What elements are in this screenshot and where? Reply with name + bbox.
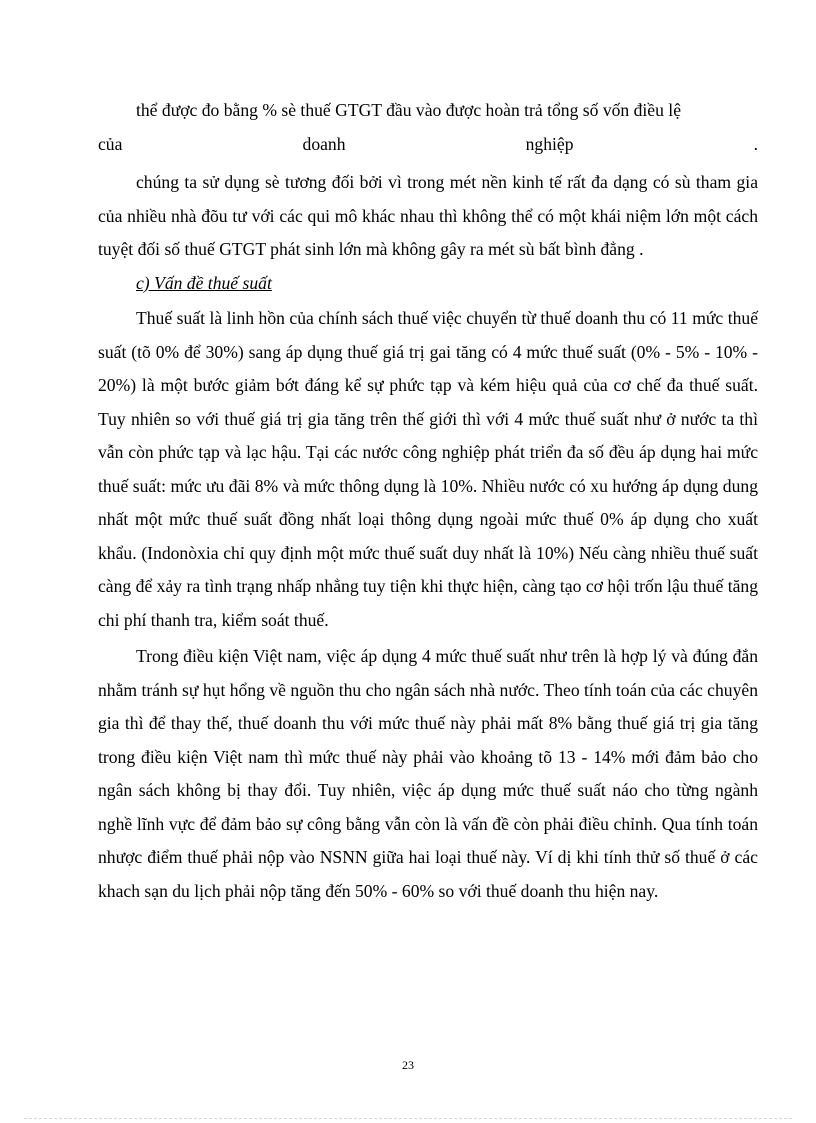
paragraph-continued-last-line <box>98 128 758 162</box>
section-heading: c) Vấn đề thuế suất <box>136 272 272 293</box>
page-bottom-divider <box>24 1118 792 1119</box>
page-number: 23 <box>402 1058 414 1072</box>
word-cua: của <box>98 133 123 154</box>
word-doanh: doanh <box>302 133 346 154</box>
word-nghiep: nghiệp <box>525 133 574 154</box>
paragraph-continued-first-line: thể được đo bằng % sè thuế GTGT đầu vào được hoàn trả tổng số vốn điều lệ <box>136 100 682 120</box>
paragraph-tax-rate: Thuế suất là linh hồn của chính sách thuế việc chuyển từ thuế doanh thu có 11 mức thuế suất (tõ 0% để 30%) sang áp dụng thuế giá trị gai tăng có 4 mức thuế suất (0% - 5% - 10% - 20%) là một bước giảm bớt đáng kể sự phức tạp và kém hiệu quả của cơ chế đa thuế suất. Tuy nhiên so với thuế giá trị gia tăng trên thế giới thì với 4 mức thuế suất như ở nước ta thì vẫn còn phức tạp và lạc hậu. Tại các nước công nghiệp phát triển đa số đều áp dụng hai mức thuế suất: mức ưu đãi 8% và mức thông dụng là 10%. Nhiều nước có xu hướng áp dụng dung nhất một mức thuế suất đồng nhất loại thông dụng ngoài mức thuế 0% áp dụng cho xuất khẩu. (Indonòxia chỉ quy định một mức thuế suất duy nhất là 10%) Nếu càng nhiều thuế suất càng để xảy ra tình trạng nhấp nhẳng tuy tiện khi thực hiện, càng tạo cơ hội trốn lậu thuế tăng chi phí thanh tra, kiểm soát thuế. <box>98 308 758 630</box>
word-period: . <box>753 133 758 154</box>
paragraph-relative-measure: chúng ta sử dụng sè tương đối bởi vì trong mét nền kinh tế rất đa dạng có sù tham gia của nhiều nhà đõu tư với các qui mô khác nhau thì không thể có một khái niệm lớn một cách tuyệt đối số thuế GTGT phát sinh lớn mà không gây ra mét sù bất bình đẳng . <box>98 172 758 259</box>
paragraph-vietnam-conditions: Trong điều kiện Việt nam, việc áp dụng 4 mức thuế suất như trên là hợp lý và đúng đắn nhằm tránh sự hụt hổng về nguồn thu cho ngân sách nhà nước. Theo tính toán của các chuyên gia thì để thay thế, thuế doanh thu với mức thuế này phải mất 8% bằng thuế giá trị gia tăng trong điều kiện Việt nam thì mức thuế này phải vào khoảng tõ 13 - 14% mới đảm bảo cho ngân sách không bị thay đổi. Tuy nhiên, việc áp dụng mức thuế suất náo cho từng ngành nghề lĩnh vực để đảm bảo sự công bằng vẫn còn là vấn đề còn phải điều chỉnh. Qua tính toán nhược điểm thuế phải nộp vào NSNN giữa hai loại thuế này. Ví dị khi tính thử số thuế ở các khach sạn du lịch phải nộp tăng đến 50% - 60% so với thuế doanh thu hiện nay. <box>98 646 758 901</box>
page-body <box>98 94 758 908</box>
